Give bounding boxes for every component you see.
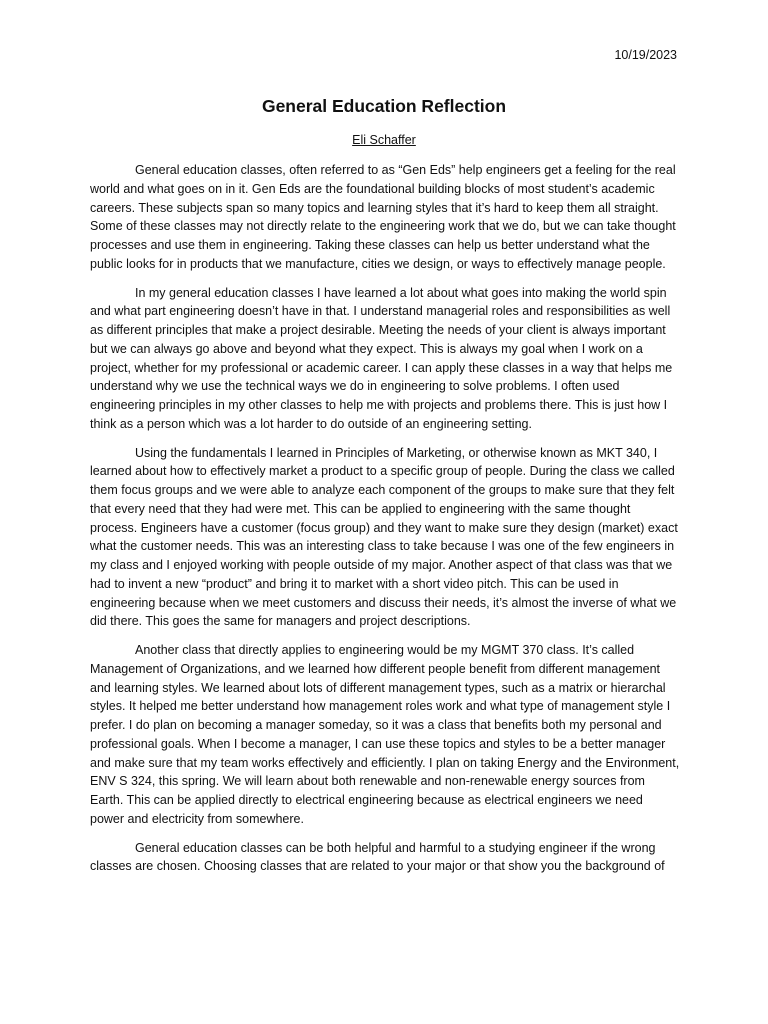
document-title: General Education Reflection — [261, 96, 507, 116]
author-name: Eli Schaffer — [352, 133, 416, 147]
paragraph: Another class that directly applies to engineering would be my MGMT 370 class. It’s called Management of Organizations, and we learned how different people benefit from different management and learning styles. We learned about lots of different management types, such as a matrix or hierarchal styles. It helped me better understand how management roles work and what type of management style I prefer. I do plan on becoming a manager someday, so it was a class that benefits both my personal and professional goals. When I become a manager, I can use these topics and styles to be a better manager and make sure that my team works effectively and efficiently. I plan on taking Energy and the Environment, ENV S 324, this spring. We will learn about both renewable and non-renewable energy sources from Earth. This can be applied directly to electrical engineering because as electrical engineers we need power and electricity from somewhere. — [90, 643, 680, 826]
paragraph: In my general education classes I have learned a lot about what goes into making the world spin and what part engineering doesn’t have in that. I understand managerial roles and responsibilities as well as different principles that make a project desirable. Meeting the needs of your client is always important but we can always go above and beyond what they expect. This is always my goal when I work on a project, whether for my professional or academic career. I can apply these classes in a way that helps me understand why we use the technical ways we do in engineering to solve problems. I often used engineering principles in my other classes to help me with projects and problems there. This is just how I think as a person which was a lot harder to do outside of an engineering setting. — [90, 285, 673, 431]
document-body — [90, 161, 680, 886]
paragraph: Using the fundamentals I learned in Principles of Marketing, or otherwise known as MKT 340, I learned about how to effectively market a product to a specific group of people. During the class we called them focus groups and we were able to analyze each component of the groups to make sure that they felt that every need that they had were met. This can be applied to engineering with the same thought process. Engineers have a customer (focus group) and they want to make sure they design (market) exact what the customer needs. This was an interesting class to take because I was one of the few engineers in my class and I enjoyed working with people outside of my major. Another aspect of that class was that we had to invent a new “product” and bring it to market with a short video pitch. This can be used in engineering because when we meet customers and discuss their needs, it’s almost the inverse of what we did there. This goes the same for managers and project descriptions. — [90, 445, 678, 629]
paragraph: General education classes can be both helpful and harmful to a studying engineer if the wrong classes are chosen. Choosing classes that are related to your major or that show you the background of — [90, 840, 665, 874]
document-date: 10/19/2023 — [614, 48, 677, 62]
paragraph: General education classes, often referred to as “Gen Eds” help engineers get a feeling for the real world and what goes on in it. Gen Eds are the foundational building blocks of most student’s academic careers. These subjects span so many topics and learning styles that it’s hard to keep them all straight. Some of these classes may not directly relate to the engineering work that we do, but we can take thought processes and use them in engineering. Taking these classes can help us better understand what the public looks for in products that we manufacture, cities we design, or ways to effectively manage people. — [90, 163, 676, 271]
author-line — [0, 132, 768, 148]
